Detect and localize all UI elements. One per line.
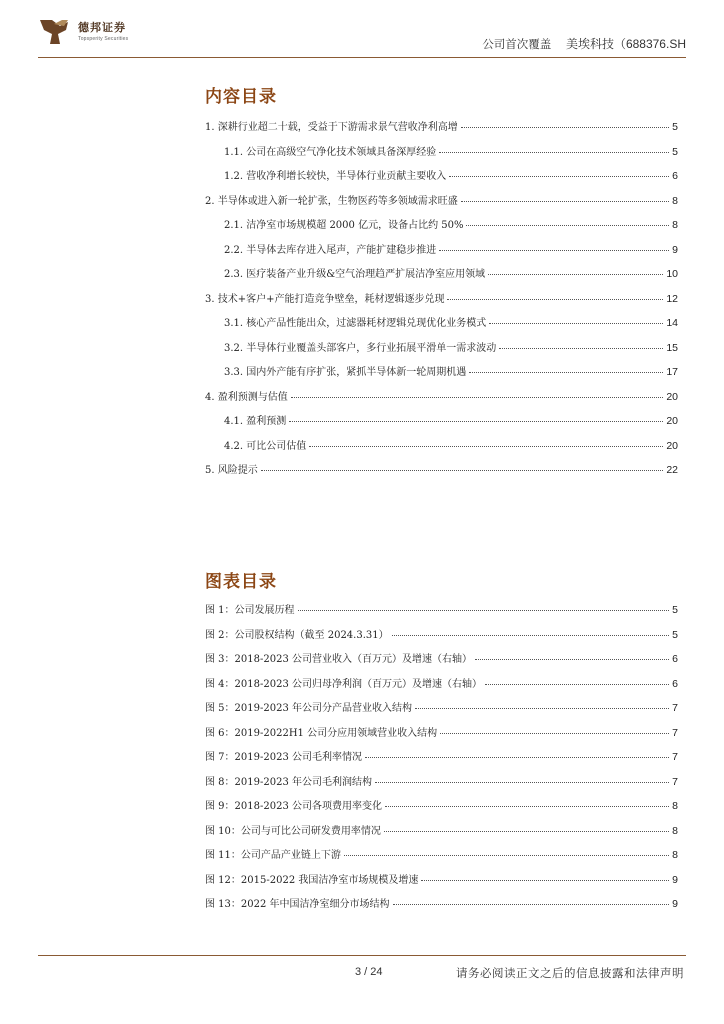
entry-label: 1.2. 营收净利增长较快，半导体行业贡献主要收入 <box>224 171 447 182</box>
dot-leader <box>499 348 663 349</box>
entry-label: 4.2. 可比公司估值 <box>224 440 307 452</box>
dot-leader <box>439 152 669 153</box>
entry-page: 7 <box>672 726 678 739</box>
entry-page: 6 <box>672 653 678 665</box>
dot-leader <box>449 176 669 177</box>
toc-entry[interactable] <box>205 363 678 388</box>
figure-entry[interactable] <box>205 871 678 896</box>
figure-entry[interactable] <box>205 748 678 773</box>
entry-label: 图 8：2019-2023 年公司毛利润结构 <box>205 776 372 788</box>
toc-entry[interactable] <box>205 241 678 266</box>
figure-entry[interactable] <box>205 626 678 651</box>
footer-disclaimer: 请务必阅读正文之后的信息披露和法律声明 <box>456 966 684 980</box>
dot-leader <box>489 323 663 324</box>
entry-page: 5 <box>672 628 678 641</box>
entry-page: 20 <box>666 415 678 427</box>
entry-page: 8 <box>672 849 678 861</box>
dot-leader <box>466 225 669 226</box>
dot-leader <box>488 274 663 275</box>
figures-title: 图表目录 <box>205 572 277 592</box>
footer-divider <box>38 955 686 956</box>
figure-entry[interactable] <box>205 601 678 626</box>
dot-leader <box>392 635 670 636</box>
entry-page: 6 <box>672 170 678 182</box>
toc-entry[interactable] <box>205 339 678 364</box>
toc-entry[interactable] <box>205 437 678 462</box>
toc-entry[interactable] <box>205 192 678 217</box>
toc-entry[interactable] <box>205 461 678 486</box>
entry-label: 图 13：2022 年中国洁净室细分市场结构 <box>205 899 390 910</box>
dot-leader <box>344 855 669 856</box>
dot-leader <box>289 421 663 422</box>
figure-entry[interactable] <box>205 822 678 847</box>
dot-leader <box>415 708 669 709</box>
entry-label: 2.2. 半导体去库存进入尾声，产能扩建稳步推进 <box>224 244 437 256</box>
toc-entry[interactable] <box>205 216 678 241</box>
toc-entry[interactable] <box>205 314 678 339</box>
entry-page: 20 <box>666 390 678 403</box>
entry-page: 22 <box>666 464 678 476</box>
dot-leader <box>393 904 670 905</box>
dot-leader <box>440 733 669 734</box>
dot-leader <box>447 299 663 300</box>
entry-label: 图 9：2018-2023 公司各项费用率变化 <box>205 801 382 812</box>
report-type: 公司首次覆盖 <box>482 37 552 51</box>
page-number: 3 / 24 <box>355 966 383 978</box>
toc-entry[interactable] <box>205 143 678 168</box>
entry-page: 5 <box>672 604 678 616</box>
entry-label: 4. 盈利预测与估值 <box>205 391 288 403</box>
entry-label: 图 2：公司股权结构（截至 2024.3.31） <box>205 629 389 641</box>
logo-icon <box>38 16 72 46</box>
entry-page: 12 <box>666 292 678 305</box>
contents-list <box>205 118 678 486</box>
figure-entry[interactable] <box>205 724 678 749</box>
company-name: 德邦证券 <box>78 21 126 34</box>
toc-entry[interactable] <box>205 118 678 143</box>
entry-label: 2.1. 洁净室市场规模超 2000 亿元，设备占比约 50% <box>224 220 464 231</box>
entry-page: 8 <box>672 219 678 231</box>
entry-page: 20 <box>666 439 678 452</box>
dot-leader <box>469 372 663 373</box>
entry-label: 1.1. 公司在高级空气净化技术领域具备深厚经验 <box>224 146 437 158</box>
dot-leader <box>475 659 669 660</box>
entry-page: 7 <box>672 702 678 714</box>
toc-entry[interactable] <box>205 265 678 290</box>
figure-entry[interactable] <box>205 773 678 798</box>
header-info <box>482 35 686 52</box>
dot-leader <box>385 806 669 807</box>
dot-leader <box>485 684 669 685</box>
entry-page: 7 <box>672 751 678 763</box>
figure-entry[interactable] <box>205 699 678 724</box>
dot-leader <box>439 250 669 251</box>
entry-label: 图 1：公司发展历程 <box>205 605 295 616</box>
entry-page: 7 <box>672 775 678 788</box>
entry-page: 8 <box>672 824 678 837</box>
company-subtitle: Topsperity Securities <box>78 36 129 42</box>
toc-entry[interactable] <box>205 167 678 192</box>
dot-leader <box>309 446 663 447</box>
figure-entry[interactable] <box>205 675 678 700</box>
entry-label: 图 12：2015-2022 我国洁净室市场规模及增速 <box>205 874 419 886</box>
toc-entry[interactable] <box>205 412 678 437</box>
entry-label: 5. 风险提示 <box>205 465 258 476</box>
entry-label: 2.3. 医疗装备产业升级&空气治理趋严扩展洁净室应用领域 <box>224 269 486 280</box>
entry-label: 4.1. 盈利预测 <box>224 416 287 427</box>
figure-entry[interactable] <box>205 797 678 822</box>
entry-page: 8 <box>672 800 678 812</box>
dot-leader <box>298 610 670 611</box>
entry-label: 图 3：2018-2023 公司营业收入（百万元）及增速（右轴） <box>205 654 472 665</box>
dot-leader <box>421 880 669 881</box>
entry-page: 9 <box>672 898 678 910</box>
entry-page: 9 <box>672 243 678 256</box>
entry-label: 图 11：公司产品产业链上下游 <box>205 850 341 861</box>
stock-name: 美埃科技（688376.SH <box>565 37 686 51</box>
dot-leader <box>461 127 669 128</box>
entry-page: 8 <box>672 194 678 207</box>
entry-page: 14 <box>666 317 678 329</box>
entry-page: 17 <box>666 366 678 378</box>
dot-leader <box>384 831 669 832</box>
entry-label: 图 7：2019-2023 公司毛利率情况 <box>205 752 362 763</box>
dot-leader <box>365 757 669 758</box>
entry-page: 15 <box>666 341 678 354</box>
entry-label: 图 4：2018-2023 公司归母净利润（百万元）及增速（右轴） <box>205 678 482 690</box>
entry-page: 9 <box>672 873 678 886</box>
company-logo <box>38 16 198 46</box>
entry-page: 5 <box>672 145 678 158</box>
entry-page: 10 <box>666 268 678 280</box>
contents-title: 内容目录 <box>205 87 277 107</box>
figures-list <box>205 601 678 920</box>
dot-leader <box>461 201 669 202</box>
dot-leader <box>375 782 669 783</box>
entry-label: 1. 深耕行业超二十载，受益于下游需求景气营收净利高增 <box>205 122 458 133</box>
dot-leader <box>291 397 664 398</box>
entry-label: 图 5：2019-2023 年公司分产品营业收入结构 <box>205 703 412 714</box>
entry-label: 2. 半导体或进入新一轮扩张，生物医药等多领域需求旺盛 <box>205 195 458 207</box>
entry-label: 图 10：公司与可比公司研发费用率情况 <box>205 825 381 837</box>
header-divider <box>38 57 686 58</box>
entry-page: 6 <box>672 677 678 690</box>
figure-entry[interactable] <box>205 895 678 920</box>
dot-leader <box>261 470 664 471</box>
toc-entry[interactable] <box>205 290 678 315</box>
figure-entry[interactable] <box>205 650 678 675</box>
entry-label: 3.1. 核心产品性能出众，过滤器耗材逻辑兑现优化业务模式 <box>224 318 487 329</box>
entry-page: 5 <box>672 121 678 133</box>
toc-entry[interactable] <box>205 388 678 413</box>
entry-label: 图 6：2019-2022H1 公司分应用领域营业收入结构 <box>205 727 438 739</box>
entry-label: 3. 技术+客户+产能打造竞争壁垒，耗材逻辑逐步兑现 <box>205 293 445 305</box>
entry-label: 3.2. 半导体行业覆盖头部客户，多行业拓展平滑单一需求波动 <box>224 342 497 354</box>
entry-label: 3.3. 国内外产能有序扩张，紧抓半导体新一轮周期机遇 <box>224 367 467 378</box>
figure-entry[interactable] <box>205 846 678 871</box>
